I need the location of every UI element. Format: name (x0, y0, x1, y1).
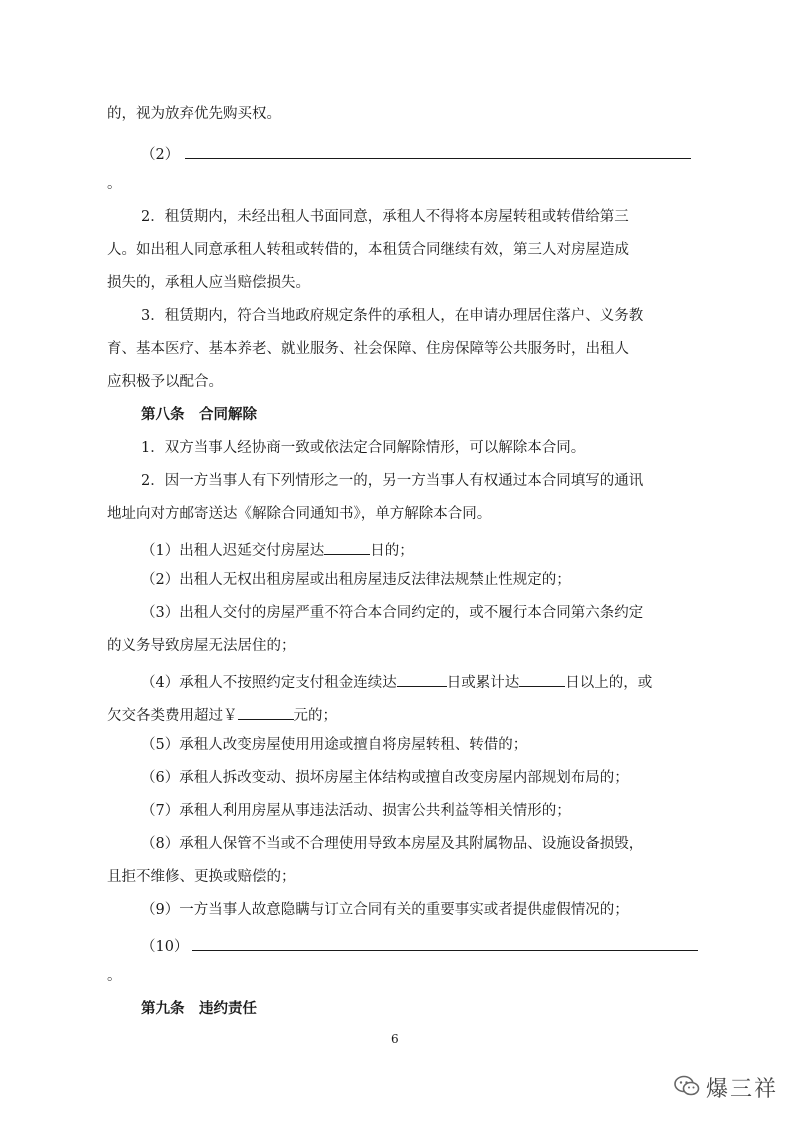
item-label: （10） (141, 939, 189, 955)
text-line: （9）一方当事人故意隐瞒与订立合同有关的重要事实或者提供虚假情况的； (141, 902, 629, 918)
text-line: 。 (107, 176, 122, 192)
watermark-text: 爆三祥 (706, 1077, 779, 1102)
text-line: 损失的，承租人应当赔偿损失。 (107, 275, 310, 291)
watermark (674, 1072, 778, 1103)
fill-blank (185, 144, 691, 159)
clause-text: 元的； (293, 708, 337, 724)
text-line (107, 705, 337, 724)
text-line: 2．因一方当事人有下列情形之一的，另一方当事人有权通过本合同填写的通讯 (141, 473, 644, 489)
item-label: （2） (141, 147, 180, 163)
text-line: 的，视为放弃优先购买权。 (107, 106, 281, 122)
text-line: 的义务导致房屋无法居住的； (107, 638, 296, 654)
fill-blank (192, 936, 698, 951)
section-heading: 第九条 违约责任 (141, 1001, 257, 1017)
section-heading: 第八条 合同解除 (141, 407, 257, 423)
text-line: （8）承租人保管不当或不合理使用导致本房屋及其附属物品、设施设备损毁， (141, 836, 644, 852)
text-line (141, 672, 652, 691)
text-line: （5）承租人改变房屋使用用途或擅自将房屋转租、转借的； (141, 737, 528, 753)
text-line: 人。如出租人同意承租人转租或转借的，本租赁合同继续有效，第三人对房屋造成 (107, 242, 629, 258)
text-line: 应积极予以配合。 (107, 374, 223, 390)
clause-text: 日以上的，或 (565, 675, 653, 691)
page-number: 6 (391, 1032, 399, 1046)
text-line: （3）出租人交付的房屋严重不符合本合同约定的，或不履行本合同第六条约定 (141, 605, 644, 621)
text-line: 1．双方当事人经协商一致或依法定合同解除情形，可以解除本合同。 (141, 440, 586, 456)
clause-text: （1）出租人迟延交付房屋达 (141, 543, 325, 559)
text-line: 3．租赁期内，符合当地政府规定条件的承租人，在申请办理居住落户、义务教 (141, 308, 644, 324)
text-line (141, 144, 691, 163)
fill-blank (324, 540, 370, 555)
clause-text: （4）承租人不按照约定支付租金连续达 (141, 675, 397, 691)
fill-blank (397, 672, 447, 687)
clause-text: 日或累计达 (446, 675, 520, 691)
wechat-logo-icon (674, 1075, 700, 1101)
text-line: 地址向对方邮寄送达《解除合同通知书》，单方解除本合同。 (107, 506, 492, 522)
fill-blank (519, 672, 565, 687)
text-line (141, 540, 414, 559)
fill-blank (238, 705, 294, 720)
clause-text: 欠交各类费用超过￥ (107, 708, 238, 724)
text-line: 且拒不维修、更换或赔偿的； (107, 869, 296, 885)
text-line: （2）出租人无权出租房屋或出租房屋违反法律法规禁止性规定的； (141, 572, 571, 588)
text-line: （7）承租人利用房屋从事违法活动、损害公共利益等相关情形的； (141, 803, 571, 819)
text-line: 育、基本医疗、基本养老、就业服务、社会保障、住房保障等公共服务时，出租人 (107, 341, 629, 357)
text-line: （6）承租人拆改变动、损坏房屋主体结构或擅自改变房屋内部规划布局的； (141, 770, 629, 786)
text-line (141, 936, 698, 955)
text-line: 2．租赁期内，未经出租人书面同意，承租人不得将本房屋转租或转借给第三 (141, 209, 629, 225)
clause-text: 日的； (370, 543, 414, 559)
text-line: 。 (107, 968, 122, 984)
